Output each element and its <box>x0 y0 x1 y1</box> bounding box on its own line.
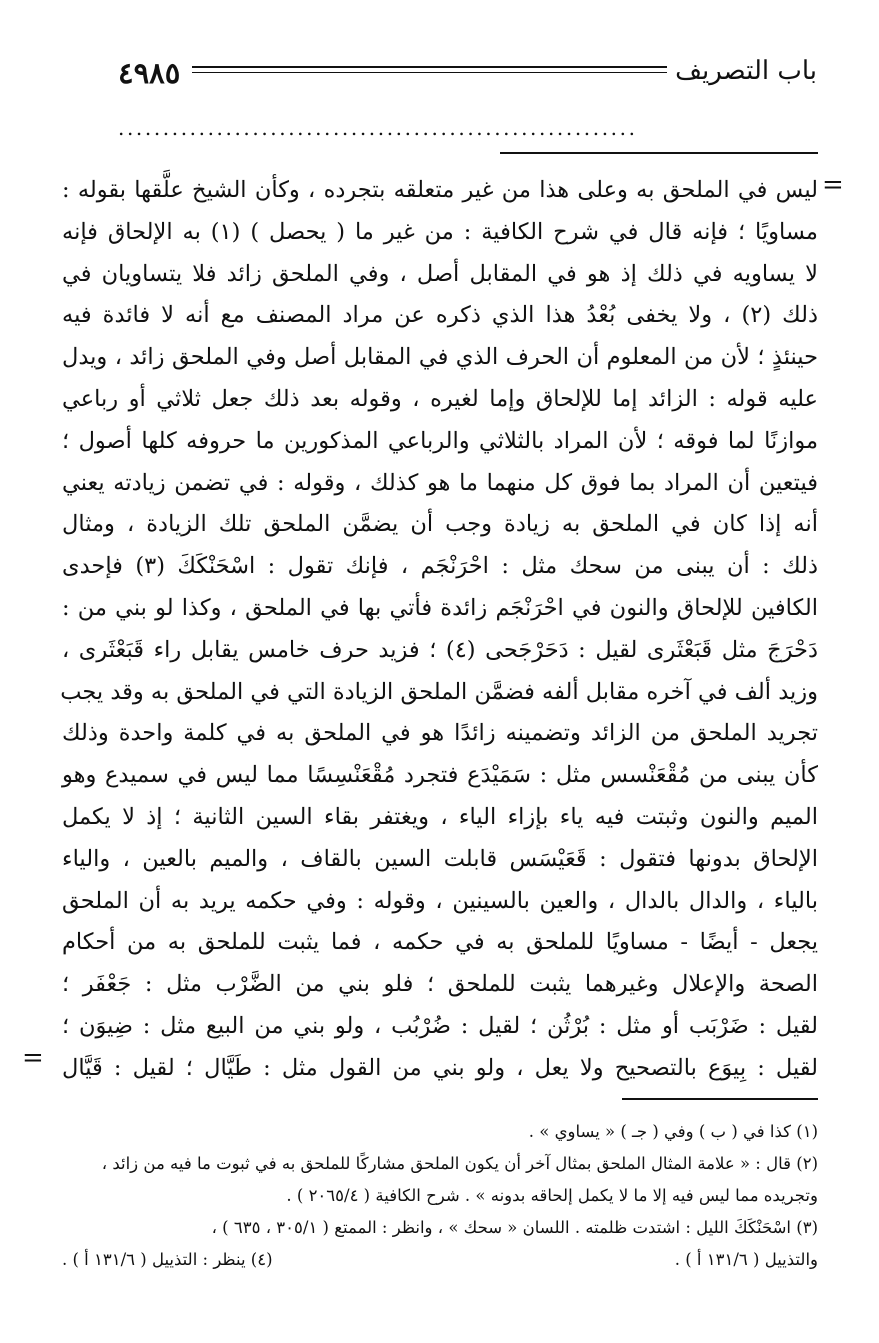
page-number: ٤٩٨٥ <box>118 56 181 90</box>
header-rule <box>192 66 667 68</box>
header-rule-thin <box>192 72 667 73</box>
text-line: بالياء ، والدال بالدال ، والعين بالسينين ، وقوله : وفي حكمه يريد به أن الملحق <box>62 887 818 914</box>
text-line: مساويًا ؛ فإنه قال في شرح الكافية : من غير ما ( يحصل ) (١) به الإلحاق فإنه <box>62 218 818 245</box>
text-line: الإلحاق بدونها فتقول : قَعَيْسَس قابلت السين بالقاف ، والميم بالعين ، والياء <box>62 845 818 872</box>
text-line: ليس في الملحق به وعلى هذا من غير متعلقه بتجرده ، وكأن الشيخ علَّقها بقوله : <box>62 177 818 203</box>
text-line: أنه إذا كان في الملحق به زيادة وجب أن يضمَّن الملحق تلك الزيادة ، ومثال <box>62 511 818 538</box>
text-line: تجريد الملحق من الزائد وتضمينه زائدًا هو في الملحق به في كلمة واحدة وذلك <box>62 720 818 747</box>
text-line: حينئذٍ ؛ لأن من المعلوم أن الحرف الذي في المقابل أصل وفي الملحق زائد ، ويدل <box>62 344 818 371</box>
footnote-3: (٣) اسْحَنْكَكَ الليل : اشتدت ظلمته . اللسان « سحك » ، وانظر : الممتع ( ٣٠٥/١ ، ٦٣٥ ) ، <box>211 1218 818 1237</box>
page-header <box>118 52 817 92</box>
footnotes <box>62 1116 818 1276</box>
top-separator-rule <box>500 152 818 154</box>
text-line: موازنًا لما فوقه ؛ لأن المراد بالثلاثي والرباعي المذكورين ما حروفه كلها أصول ؛ <box>62 427 818 454</box>
text-line: يجعل - أيضًا - مساويًا للملحق به في حكمه ، فما يثبت للملحق به من أحكام <box>62 929 818 956</box>
dotted-separator: .......................................................... <box>118 116 638 140</box>
footnote-2: (٢) قال : « علامة المثال الملحق بمثال آخر أن يكون الملحق مشاركًا للملحق به في ثبوت ما فيه من زائد ، <box>101 1154 818 1173</box>
text-line: عليه قوله : الزائد إما للإلحاق وإما لغيره ، وقوله بعد ذلك جعل ثلاثي أو رباعي <box>62 385 818 412</box>
footnote-separator <box>622 1098 818 1100</box>
main-text <box>62 170 818 1090</box>
text-line: دَحْرَجَ مثل قَبَعْثَرى لقيل : دَحَرْجَحى (٤) ؛ فزيد حرف خامس يقابل راء قَبَعْثَرى ، <box>62 636 818 663</box>
text-line: فيتعين أن المراد بما فوق كل منهما ما هو كذلك ، وقوله : في تضمن زيادته يعني <box>62 469 818 496</box>
continuation-mark-end: = <box>22 1043 44 1073</box>
text-line: لقيل : ضَرْبَب أو مثل : بُرْثُن ؛ لقيل : ضُرْبُب ، ولو بني من البيع مثل : ضِيوَن ؛ <box>62 1012 818 1039</box>
text-line: لقيل : بِيوَع بالتصحيح ولا يعل ، ولو بني من القول مثل : طَيَّال ؛ لقيل : قَيَّال <box>62 1054 818 1081</box>
footnote-3-continued: والتذييل ( ١٣١/٦ أ ) . <box>674 1250 818 1269</box>
continuation-mark-start: = <box>822 170 844 200</box>
text-line: الصحة والإعلال وغيرهما يثبت للملحق ؛ فلو بني من الضَّرْب مثل : جَعْفَر ؛ <box>62 971 818 998</box>
running-title: باب التصريف <box>675 56 817 86</box>
text-line: الكافين للإلحاق والنون في احْرَنْجَم زائدة فأتي بها في الملحق ، وكذا لو بني من : <box>62 594 818 621</box>
text-line: الميم والنون وثبتت فيه ياء بإزاء الياء ، ويغتفر بقاء السين الثانية ؛ إذ لا يكمل <box>62 803 818 830</box>
footnote-1: (١) كذا في ( ب ) وفي ( جـ ) « يساوي » . <box>528 1122 818 1141</box>
text-line: كأن يبنى من مُقْعَنْسس مثل : سَمَيْدَع فتجرد مُقْعَنْسِسًا مما ليس في سميدع وهو <box>62 762 818 789</box>
footnote-row-last <box>62 1244 818 1276</box>
text-line: وزيد ألف في آخره مقابل ألفه فضمَّن الملحق الزيادة التي في الملحق به وقد يجب <box>60 678 818 705</box>
text-line: لا يساويه في ذلك إذ هو في المقابل أصل ، وفي الملحق زائد فلا يتساويان في <box>62 260 818 287</box>
footnote-2-continued: وتجريده مما ليس فيه إلا ما لا يكمل إلحاقه بدونه » . شرح الكافية ( ٢٠٦٥/٤ ) . <box>286 1186 818 1205</box>
text-line: ذلك (٢) ، ولا يخفى بُعْدُ هذا الذي ذكره عن مراد المصنف مع أنه لا فائدة فيه <box>62 302 818 329</box>
text-line: ذلك : أن يبنى من سحك مثل : احْرَنْجَم ، فإنك تقول : اسْحَنْكَكَ (٣) فإحدى <box>62 553 819 580</box>
footnote-4: (٤) ينظر : التذييل ( ١٣١/٦ أ ) . <box>62 1250 273 1269</box>
